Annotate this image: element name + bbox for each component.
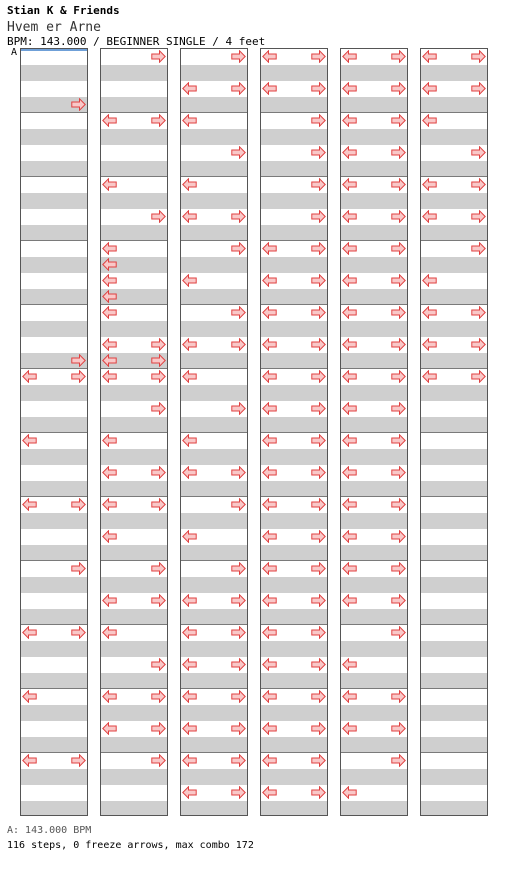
right-arrow-icon [311,466,326,479]
measure-line [101,688,167,689]
left-arrow-icon [182,466,197,479]
measure-line [21,240,87,241]
measure-line [181,176,247,177]
measure-line [261,624,327,625]
left-arrow-icon [262,562,277,575]
measure-line [101,432,167,433]
left-arrow-icon [102,722,117,735]
chart-column [420,48,488,816]
measure-line [21,176,87,177]
left-arrow-icon [422,114,437,127]
measure-line [181,240,247,241]
left-arrow-icon [422,338,437,351]
left-arrow-icon [22,690,37,703]
right-arrow-icon [151,402,166,415]
left-arrow-icon [262,498,277,511]
left-arrow-icon [102,498,117,511]
left-arrow-icon [102,434,117,447]
right-arrow-icon [151,562,166,575]
left-arrow-icon [182,754,197,767]
right-arrow-icon [231,210,246,223]
right-arrow-icon [391,50,406,63]
measure-line [21,368,87,369]
right-arrow-icon [311,722,326,735]
right-arrow-icon [71,754,86,767]
measure-line [261,752,327,753]
right-arrow-icon [311,82,326,95]
left-arrow-icon [102,466,117,479]
right-arrow-icon [311,530,326,543]
measure-line [341,496,407,497]
measure-line [421,304,487,305]
right-arrow-icon [471,370,486,383]
measure-line [181,560,247,561]
right-arrow-icon [151,466,166,479]
measure-line [181,112,247,113]
footer-bpm: A: 143.000 BPM [7,825,92,836]
right-arrow-icon [471,50,486,63]
left-arrow-icon [422,274,437,287]
right-arrow-icon [471,82,486,95]
right-arrow-icon [311,690,326,703]
right-arrow-icon [231,242,246,255]
right-arrow-icon [471,178,486,191]
left-arrow-icon [262,754,277,767]
right-arrow-icon [311,210,326,223]
left-arrow-icon [102,690,117,703]
right-arrow-icon [231,50,246,63]
left-arrow-icon [342,402,357,415]
left-arrow-icon [422,210,437,223]
footer-stats: 116 steps, 0 freeze arrows, max combo 172 [7,840,254,851]
left-arrow-icon [182,82,197,95]
left-arrow-icon [342,498,357,511]
measure-line [261,688,327,689]
right-arrow-icon [391,498,406,511]
left-arrow-icon [102,114,117,127]
left-arrow-icon [422,82,437,95]
left-arrow-icon [102,626,117,639]
right-arrow-icon [311,370,326,383]
measure-line [341,688,407,689]
right-arrow-icon [391,306,406,319]
right-arrow-icon [311,626,326,639]
chart-column [260,48,328,816]
right-arrow-icon [471,338,486,351]
right-arrow-icon [311,562,326,575]
right-arrow-icon [391,242,406,255]
right-arrow-icon [231,562,246,575]
left-arrow-icon [262,402,277,415]
measure-line [341,624,407,625]
measure-line [421,688,487,689]
measure-line [21,688,87,689]
left-arrow-icon [182,722,197,735]
right-arrow-icon [311,402,326,415]
left-arrow-icon [182,658,197,671]
left-arrow-icon [262,786,277,799]
left-arrow-icon [262,626,277,639]
right-arrow-icon [471,210,486,223]
left-arrow-icon [22,754,37,767]
left-arrow-icon [102,594,117,607]
right-arrow-icon [311,498,326,511]
left-arrow-icon [182,114,197,127]
right-arrow-icon [231,626,246,639]
measure-line [341,752,407,753]
left-arrow-icon [342,146,357,159]
right-arrow-icon [231,146,246,159]
right-arrow-icon [391,466,406,479]
chart-column [180,48,248,816]
left-arrow-icon [182,178,197,191]
left-arrow-icon [22,626,37,639]
right-arrow-icon [151,498,166,511]
right-arrow-icon [311,306,326,319]
left-arrow-icon [262,338,277,351]
measure-line [21,112,87,113]
right-arrow-icon [471,146,486,159]
left-arrow-icon [182,274,197,287]
left-arrow-icon [342,82,357,95]
right-arrow-icon [471,242,486,255]
song-meta: BPM: 143.000 / BEGINNER SINGLE / 4 feet [7,35,266,48]
measure-line [181,752,247,753]
right-arrow-icon [391,82,406,95]
left-arrow-icon [342,50,357,63]
right-arrow-icon [391,722,406,735]
right-arrow-icon [151,50,166,63]
right-arrow-icon [151,114,166,127]
chart-column [20,48,88,816]
right-arrow-icon [71,562,86,575]
measure-line [181,688,247,689]
right-arrow-icon [311,658,326,671]
right-arrow-icon [391,146,406,159]
right-arrow-icon [231,306,246,319]
left-arrow-icon [22,498,37,511]
right-arrow-icon [391,754,406,767]
left-arrow-icon [422,50,437,63]
left-arrow-icon [342,562,357,575]
measure-line [181,496,247,497]
left-arrow-icon [262,50,277,63]
left-arrow-icon [22,434,37,447]
measure-line [341,432,407,433]
measure-line [181,432,247,433]
bpm-start-bar [21,49,87,51]
right-arrow-icon [71,498,86,511]
left-arrow-icon [262,690,277,703]
left-arrow-icon [102,530,117,543]
right-arrow-icon [311,338,326,351]
measure-line [181,304,247,305]
right-arrow-icon [231,690,246,703]
left-arrow-icon [342,786,357,799]
left-arrow-icon [342,338,357,351]
left-arrow-icon [182,338,197,351]
right-arrow-icon [231,466,246,479]
measure-line [341,560,407,561]
left-arrow-icon [342,242,357,255]
measure-line [421,112,487,113]
left-arrow-icon [262,242,277,255]
right-arrow-icon [311,114,326,127]
measure-line [101,112,167,113]
left-arrow-icon [342,306,357,319]
measure-line [261,176,327,177]
measure-line [101,752,167,753]
measure-line [341,368,407,369]
right-arrow-icon [391,210,406,223]
left-arrow-icon [262,370,277,383]
right-arrow-icon [391,338,406,351]
left-arrow-icon [342,114,357,127]
left-arrow-icon [102,354,117,367]
right-arrow-icon [391,402,406,415]
right-arrow-icon [71,370,86,383]
measure-line [181,368,247,369]
left-arrow-icon [102,306,117,319]
measure-line [421,496,487,497]
measure-line [421,752,487,753]
right-arrow-icon [311,50,326,63]
measure-line [21,624,87,625]
measure-line [21,560,87,561]
measure-line [341,240,407,241]
left-arrow-icon [342,690,357,703]
measure-line [421,624,487,625]
left-arrow-icon [102,242,117,255]
left-arrow-icon [342,178,357,191]
left-arrow-icon [342,658,357,671]
right-arrow-icon [151,722,166,735]
artist-name: Stian K & Friends [7,4,120,17]
measure-line [21,432,87,433]
left-arrow-icon [262,594,277,607]
measure-line [21,496,87,497]
right-arrow-icon [391,626,406,639]
left-arrow-icon [342,370,357,383]
right-arrow-icon [71,354,86,367]
left-arrow-icon [182,370,197,383]
right-arrow-icon [391,530,406,543]
left-arrow-icon [102,370,117,383]
right-arrow-icon [231,594,246,607]
measure-line [101,560,167,561]
measure-line [421,368,487,369]
right-arrow-icon [391,178,406,191]
measure-line [261,560,327,561]
right-arrow-icon [311,242,326,255]
right-arrow-icon [151,594,166,607]
left-arrow-icon [342,210,357,223]
measure-line [101,496,167,497]
measure-line [421,176,487,177]
left-arrow-icon [102,178,117,191]
left-arrow-icon [342,274,357,287]
measure-line [421,240,487,241]
left-arrow-icon [262,306,277,319]
right-arrow-icon [231,338,246,351]
left-arrow-icon [182,626,197,639]
left-arrow-icon [182,786,197,799]
left-arrow-icon [102,338,117,351]
left-arrow-icon [342,722,357,735]
left-arrow-icon [262,82,277,95]
right-arrow-icon [391,370,406,383]
chart-column [340,48,408,816]
right-arrow-icon [391,114,406,127]
right-arrow-icon [71,626,86,639]
left-arrow-icon [102,258,117,271]
right-arrow-icon [311,754,326,767]
right-arrow-icon [391,434,406,447]
right-arrow-icon [231,754,246,767]
left-arrow-icon [22,370,37,383]
right-arrow-icon [231,722,246,735]
right-arrow-icon [231,402,246,415]
right-arrow-icon [471,306,486,319]
right-arrow-icon [231,82,246,95]
left-arrow-icon [182,690,197,703]
measure-line [181,624,247,625]
right-arrow-icon [151,338,166,351]
left-arrow-icon [182,530,197,543]
measure-line [421,432,487,433]
left-arrow-icon [422,178,437,191]
right-arrow-icon [311,594,326,607]
right-arrow-icon [151,754,166,767]
right-arrow-icon [311,274,326,287]
left-arrow-icon [342,594,357,607]
left-arrow-icon [262,466,277,479]
right-arrow-icon [391,274,406,287]
right-arrow-icon [311,178,326,191]
left-arrow-icon [182,434,197,447]
measure-line [101,176,167,177]
measure-line [261,496,327,497]
left-arrow-icon [102,290,117,303]
right-arrow-icon [311,786,326,799]
right-arrow-icon [391,562,406,575]
right-arrow-icon [151,690,166,703]
measure-line [421,560,487,561]
right-arrow-icon [391,690,406,703]
bpm-start-marker: A [11,47,18,58]
measure-line [261,240,327,241]
chart-column [100,48,168,816]
measure-line [261,112,327,113]
measure-line [261,368,327,369]
measure-line [21,304,87,305]
right-arrow-icon [151,354,166,367]
left-arrow-icon [262,658,277,671]
right-arrow-icon [151,210,166,223]
measure-line [101,368,167,369]
measure-line [261,304,327,305]
right-arrow-icon [231,498,246,511]
left-arrow-icon [262,274,277,287]
left-arrow-icon [342,466,357,479]
right-arrow-icon [391,594,406,607]
measure-line [341,304,407,305]
measure-line [261,432,327,433]
right-arrow-icon [151,370,166,383]
left-arrow-icon [422,370,437,383]
left-arrow-icon [262,722,277,735]
left-arrow-icon [182,594,197,607]
right-arrow-icon [231,658,246,671]
left-arrow-icon [102,274,117,287]
measure-line [21,752,87,753]
measure-line [341,176,407,177]
song-title: Hvem er Arne [7,20,101,35]
measure-line [341,112,407,113]
left-arrow-icon [342,434,357,447]
right-arrow-icon [231,786,246,799]
right-arrow-icon [71,98,86,111]
measure-line [101,304,167,305]
left-arrow-icon [342,530,357,543]
right-arrow-icon [311,146,326,159]
left-arrow-icon [422,306,437,319]
left-arrow-icon [262,434,277,447]
measure-line [101,624,167,625]
left-arrow-icon [262,530,277,543]
measure-line [101,240,167,241]
right-arrow-icon [311,434,326,447]
left-arrow-icon [182,210,197,223]
right-arrow-icon [151,658,166,671]
